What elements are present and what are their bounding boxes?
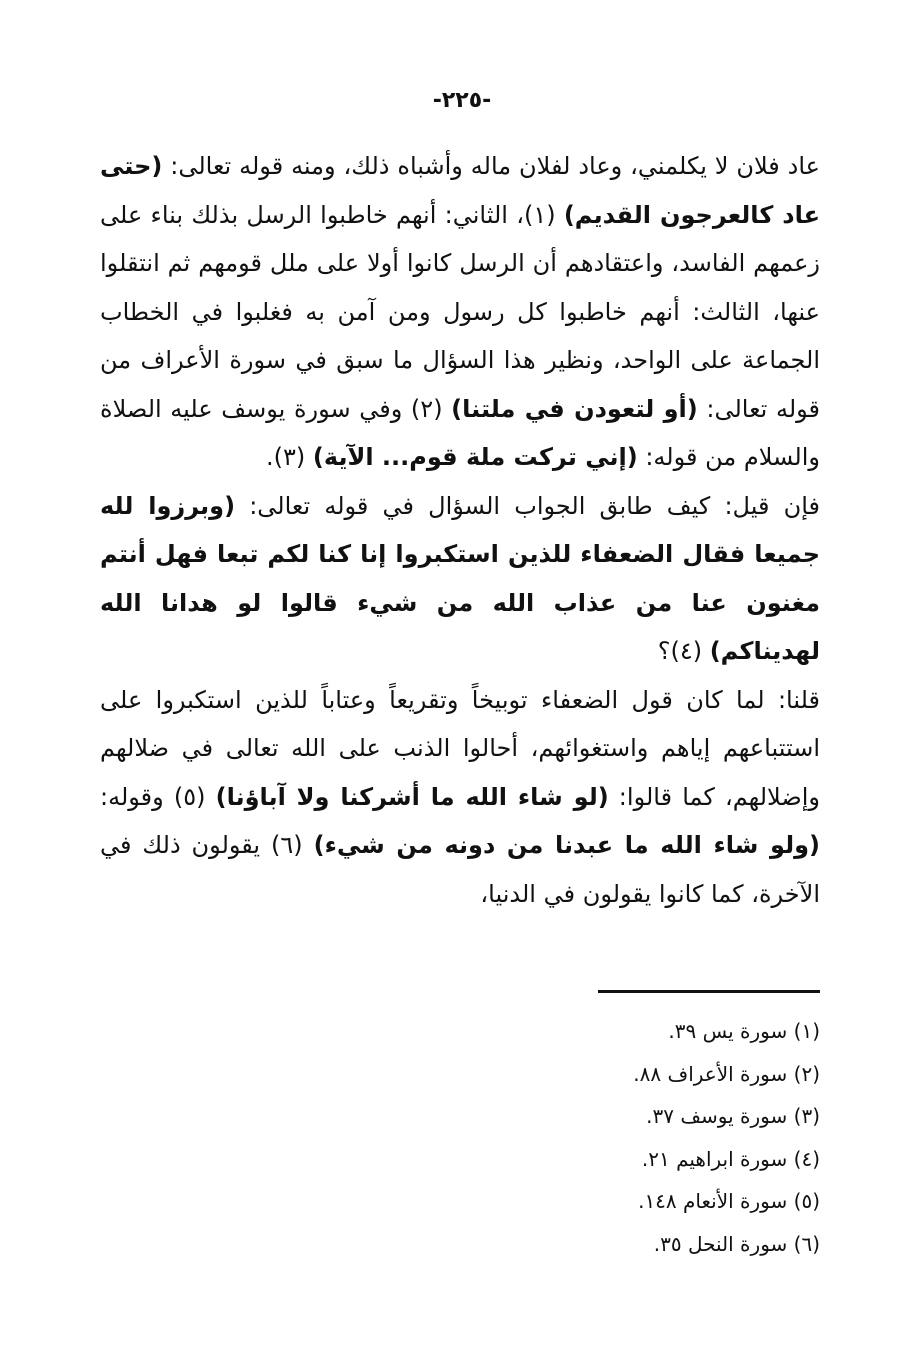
paragraph [100,482,820,676]
footnote-item: (١) سورة يس ٣٩. [668,1019,820,1043]
footnote-item: (٣) سورة يوسف ٣٧. [646,1104,820,1128]
quran-quote: (أو لتعودن في ملتنا) [451,394,698,423]
paragraph [100,142,820,482]
quran-quote: (حتى عاد كالعرجون القديم) [100,152,820,229]
footnotes-list [400,1010,820,1265]
text-segment: (٣). [266,443,313,471]
text-segment: (٦) يقولون ذلك في الآخرة، كما كانوا يقولون في الدنيا، [100,831,820,908]
footnote-item: (٦) سورة النحل ٣٥. [653,1231,820,1256]
main-text [100,142,820,918]
footnote-item: (٢) سورة الأعراف ٨٨. [633,1061,820,1086]
text-segment: فإن قيل: كيف طابق الجواب السؤال في قوله تعالى: [235,491,820,520]
footnote-item: (٥) سورة الأنعام ١٤٨. [638,1189,820,1213]
text-segment: (١)، الثاني: أنهم خاطبوا الرسل بذلك بناء على زعمهم الفاسد، واعتقادهم أن الرسل كانوا أولا على ملل قومهم ثم انتقلوا عنها، الثالث: أنهم خاطبوا كل رسول ومن آمن به فغلبوا في الخطاب الجماعة على الواحد، ونظير هذا السؤال ما سبق في سورة الأعراف من قوله تعالى: [100,200,821,423]
quran-quote: (إني تركت ملة قوم... الآية) [312,443,638,471]
text-segment: (٥) وقوله: [100,782,216,811]
footnote-item: (٤) سورة ابراهيم ٢١. [641,1146,820,1171]
quran-quote: (وبرزوا لله جميعا فقال الضعفاء للذين استكبروا إنا كنا لكم تبعا فهل أنتم مغنون عنا من عذاب الله من شيء قالوا لو هدانا الله لهديناكم) [100,491,820,665]
quran-quote: (ولو شاء الله ما عبدنا من دونه من شيء) [313,831,821,859]
paragraph [100,676,820,919]
text-segment: قلنا: لما كان قول الضعفاء توبيخاً وتقريعاً وعتاباً للذين استكبروا على استتباعهم إياهم واستغوائهم، أحالوا الذنب على الله تعالى في ضلالهم وإضلالهم، كما قالوا: [100,685,820,811]
footnote-divider [598,990,820,993]
quran-quote: (لو شاء الله ما أشركنا ولا آباؤنا) [215,782,609,811]
text-segment: عاد فلان لا يكلمني، وعاد لفلان ماله وأشباه ذلك، ومنه قوله تعالى: [162,152,820,180]
text-segment: (٢) وفي سورة يوسف عليه الصلاة والسلام من قوله: [100,394,820,471]
text-segment: (٤)؟ [657,637,710,665]
page-number: -٢٢٥- [432,88,492,113]
